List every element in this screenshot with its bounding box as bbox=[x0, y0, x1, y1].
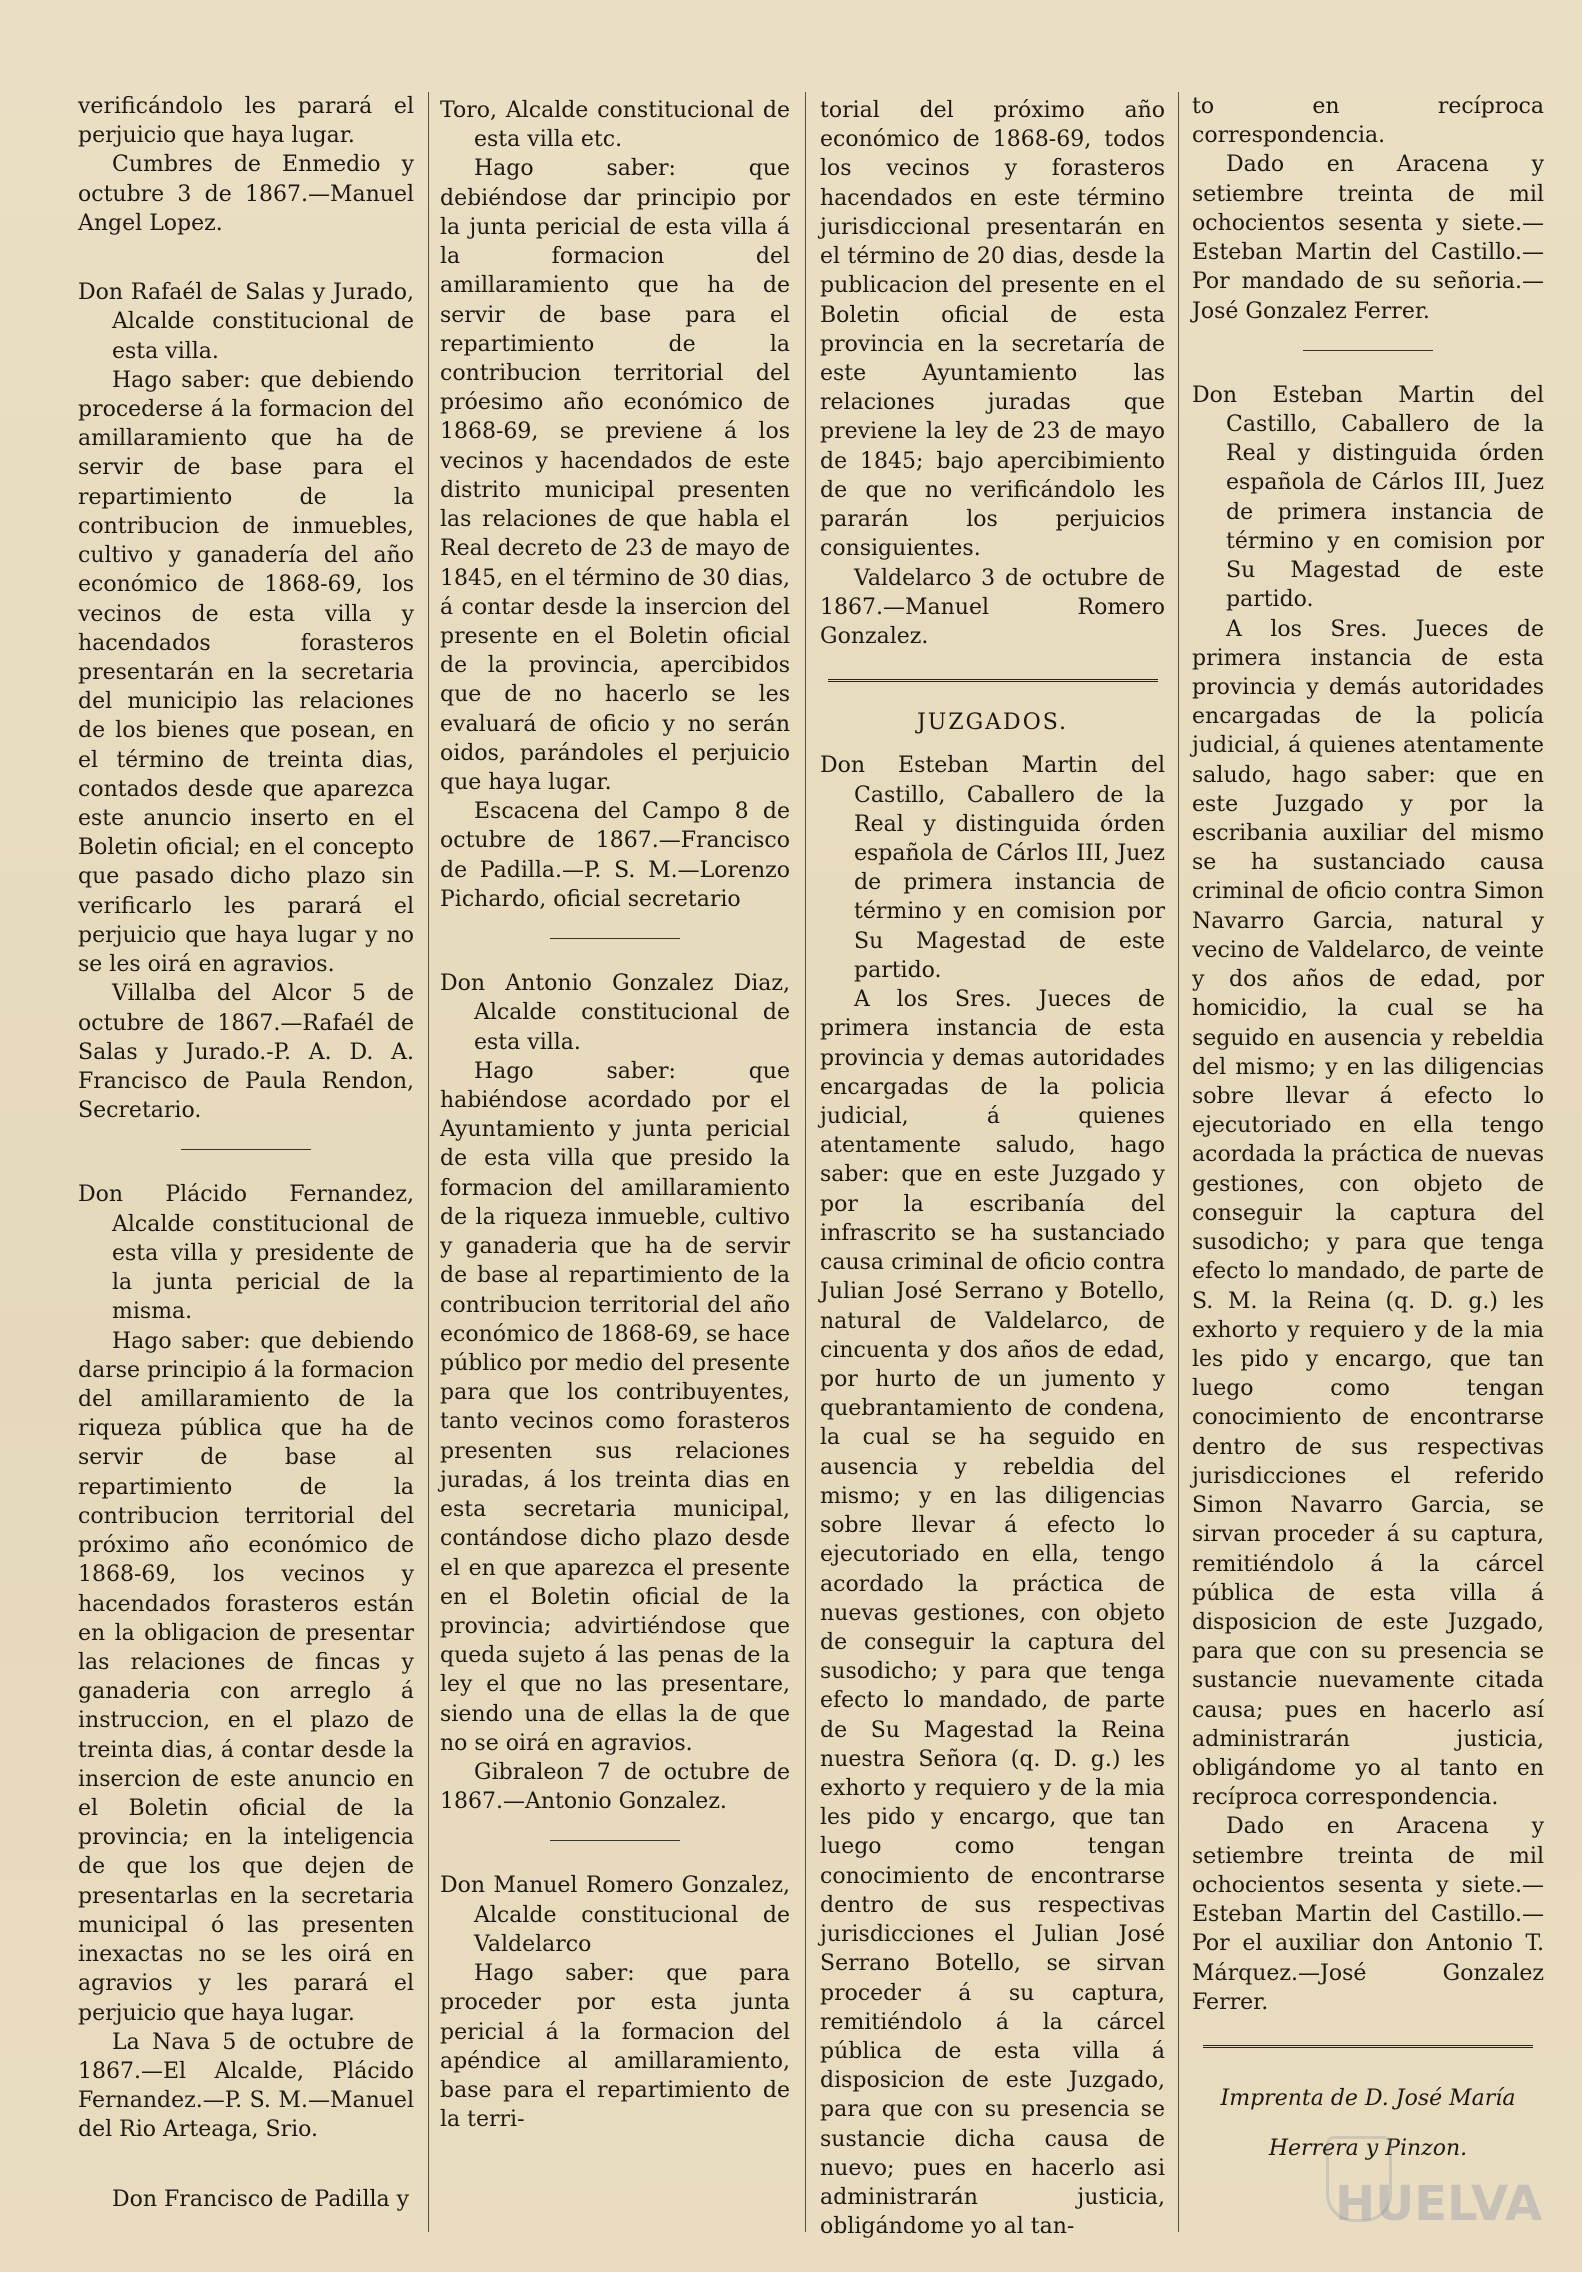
paragraph: Villalba del Alcor 5 de octubre de 1867.—Rafaél de Salas y Jurado.-P. A. D. A. Francisco de Paula Rendon, Secretario. bbox=[78, 981, 414, 1124]
paragraph: torial del próximo año económico de 1868-69, todos los vecinos y forasteros hacendados en este término jurisdiccional presentarán en el término de 20 dias, desde la publicacion del presente en el Boletin oficial de esta provincia en la secretaría de este Ayuntamiento las relaciones juradas que previene la ley de 23 de mayo de 1845; bajo apercibimiento de que no verificándolo les pararán los perjuicios consiguientes. bbox=[820, 98, 1165, 562]
column-divider bbox=[1178, 92, 1179, 2232]
paragraph: Cumbres de Enmedio y octubre 3 de 1867.—Manuel Angel Lopez. bbox=[78, 152, 414, 236]
column-divider bbox=[428, 92, 429, 2232]
notice-heading: Don Esteban Martin del Castillo, Caballero de la Real y distinguida órden española de Cárlos III, Juez de primera instancia de término y en comision por Su Magestad de este partido. bbox=[820, 753, 1165, 983]
section-rule bbox=[181, 1149, 311, 1150]
notice-heading: Don Esteban Martin del Castillo, Caballero de la Real y distinguida órden española de Cárlos III, Juez de primera instancia de término y en comision por Su Magestad de este partido. bbox=[1192, 382, 1544, 613]
section-rule bbox=[550, 938, 680, 939]
paragraph: verificándolo les parará el perjuicio que haya lugar. bbox=[78, 94, 414, 149]
section-rule bbox=[1303, 350, 1433, 351]
column-2 bbox=[440, 96, 790, 2134]
paragraph: La Nava 5 de octubre de 1867.—El Alcalde, Plácido Fernandez.—P. S. M.—Manuel del Rio Arteaga, Srio. bbox=[78, 2029, 414, 2143]
column-3 bbox=[820, 96, 1165, 2242]
section-title: JUZGADOS. bbox=[916, 710, 1069, 736]
notice-heading: Don Antonio Gonzalez Diaz, Alcalde constitucional de esta villa. bbox=[440, 971, 790, 1055]
paragraph: Dado en Aracena y setiembre treinta de mil ochocientos sesenta y siete.—Esteban Martin del Castillo.—Por el auxiliar don Antonio T. Márquez.—José Gonzalez Ferrer. bbox=[1192, 1814, 1544, 2015]
paragraph: A los Sres. Jueces de primera instancia de esta provincia y demas autoridades encargadas de la policia judicial, á quienes atentamente saludo, hago saber: que en este Juzgado y por la escribanía del infrascrito se ha sustanciado causa criminal de oficio contra Julian José Serrano y Botello, natural de Valdelarco, de cincuenta y dos años de edad, por hurto de un jumento y quebrantamiento de condena, la cual se ha seguido en ausencia y rebeldia del mismo; y en las diligencias sobre llevar á efecto lo ejecutoriado en ella, tengo acordado la práctica de nuevas gestiones, con objeto de conseguir la captura del susodicho; y para que tenga efecto lo mandado, de parte de Su Magestad la Reina nuestra Señora (q. D. g.) les exhorto y requiero y de la mia les pido y encargo, que tan luego como tengan conocimiento de encontrarse dentro de sus respectivas jurisdicciones el Julian José Serrano Botello, se sirvan proceder á su captura, remitiéndolo á la cárcel pública de esta villa á disposicion de este Juzgado, para que con su presencia se sustancie dicha causa de nuevo; pues en hacerlo asi administrarán justicia, obligándome yo al tan- bbox=[820, 987, 1165, 2240]
paragraph: Hago saber: que debiendo darse principio á la formacion del amillaramiento de la riqueza pública que ha de servir de base al repartimiento de la contribucion territorial del próximo año económico de 1868-69, los vecinos y hacendados forasteros están en la obligacion de presentar las relaciones de fincas y ganaderia con arreglo á instruccion, en el plazo de treinta dias, á contar desde la insercion de este anuncio en el Boletin oficial de la provincia; en la inteligencia de que los que dejen de presentarlas en la secretaria municipal ó las presenten inexactas no se les oirá en agravios y les parará el perjuicio que haya lugar. bbox=[78, 1328, 414, 2026]
double-rule bbox=[828, 679, 1158, 682]
paragraph: Valdelarco 3 de octubre de 1867.—Manuel Romero Gonzalez. bbox=[820, 565, 1165, 649]
column-1 bbox=[78, 92, 414, 2214]
section-rule bbox=[550, 1840, 680, 1841]
paragraph: Gibraleon 7 de octubre de 1867.—Antonio Gonzalez. bbox=[440, 1760, 790, 1815]
spacer bbox=[78, 2145, 414, 2185]
paragraph: Don Francisco de Padilla y bbox=[112, 2186, 410, 2212]
spacer bbox=[78, 238, 414, 278]
paragraph: Hago saber: que debiéndose dar principio por la junta pericial de esta villa á la formacion del amillaramiento que ha de servir de base para el repartimiento de la contribucion territorial del próesimo año económico de 1868-69, se previene á los vecinos y hacendados de este distrito municipal presenten las relaciones de que habla el Real decreto de 23 de mayo de 1845, en el término de 30 dias, á contar desde la insercion del presente en el Boletin oficial de la provincia, apercibidos que de no hacerlo se les evaluará de oficio y no serán oidos, parándoles el perjuicio que haya lugar. bbox=[440, 156, 790, 796]
archive-watermark bbox=[1302, 2102, 1552, 2252]
paragraph: Escacena del Campo 8 de octubre de 1867.—Francisco de Padilla.—P. S. M.—Lorenzo Pichardo, oficial secretario bbox=[440, 799, 790, 912]
paragraph: Dado en Aracena y setiembre treinta de mil ochocientos sesenta y siete.—Esteban Martin del Castillo.—Por mandado de su señoria.—José Gonzalez Ferrer. bbox=[1192, 152, 1544, 324]
paragraph: Hago saber: que para proceder por esta junta pericial á la formacion del apéndice al amillaramiento, base para el repartimiento de la terri- bbox=[440, 1961, 790, 2133]
paragraph: Hago saber: que habiéndose acordado por el Ayuntamiento y junta pericial de esta villa que presido la formacion del amillaramiento de la riqueza inmueble, cultivo y ganaderia que ha de servir de base al repartimiento de la contribucion territorial del año económico de 1868-69, se hace público por medio del presente para que los contribuyentes, tanto vecinos como forasteros presenten sus relaciones juradas, á los treinta dias en esta secretaria municipal, contándose dicho plazo desde el en que aparezca el presente en el Boletin oficial de la provincia; advirtiéndose que queda sujeto á las penas de la ley el que no las presentare, siendo una de ellas la de que no se oirá en agravios. bbox=[440, 1058, 790, 1756]
double-rule bbox=[1203, 2045, 1533, 2048]
paragraph: to en recíproca correspondencia. bbox=[1192, 94, 1544, 149]
watermark-text: HUELVA bbox=[1335, 2176, 1542, 2232]
notice-heading: Don Manuel Romero Gonzalez, Alcalde constitucional de Valdelarco bbox=[440, 1873, 790, 1957]
notice-heading: Don Rafaél de Salas y Jurado, Alcalde constitucional de esta villa. bbox=[78, 280, 414, 364]
paragraph: A los Sres. Jueces de primera instancia de esta provincia y demás autoridades encargadas de la policía judicial, á quienes atentamente saludo, hago saber: que en este Juzgado y por la escribania auxiliar del mismo se ha sustanciado causa criminal de oficio contra Simon Navarro Garcia, natural y vecino de Valdelarco, de veinte y dos años de edad, por homicidio, la cual se ha seguido en ausencia y rebeldia del mismo; y en las diligencias sobre llevar á efecto lo ejecutoriado en ella tengo acordada la práctica de nuevas gestiones, con objeto de conseguir la captura del susodicho; y para que tenga efecto lo mandado, de parte de S. M. la Reina (q. D. g.) les exhorto y requiero y de la mia les pido y encargo, que tan luego como tengan conocimiento de encontrarse dentro de sus respectivas jurisdicciones el referido Simon Navarro Garcia, se sirvan proceder á su captura, remitiéndolo á la cárcel pública de esta villa á disposicion de este Juzgado, para que con su presencia se sustancie nuevamente citada causa; pues en hacerlo así administrarán justicia, obligándome yo al tanto en recíproca correspondencia. bbox=[1192, 616, 1544, 1811]
printer-imprint: Imprenta de D. José María Herrera y Pinzon. bbox=[1220, 2086, 1516, 2161]
notice-heading: Toro, Alcalde constitucional de esta villa etc. bbox=[440, 98, 790, 153]
paragraph: Hago saber: que debiendo procederse á la formacion del amillaramiento que ha de servir de base para el repartimiento de la contribucion de inmuebles, cultivo y ganadería del año económico de 1868-69, los vecinos de esta villa y hacendados forasteros presentarán en la secretaria del municipio las relaciones de los bienes que posean, en el término de treinta dias, contados desde que aparezca este anuncio inserto en el Boletin oficial; en el concepto que pasado dicho plazo sin verificarlo les parará el perjuicio que haya lugar y no se les oirá en agravios. bbox=[78, 367, 414, 978]
column-4 bbox=[1192, 92, 1544, 2174]
column-divider bbox=[805, 92, 806, 2232]
notice-heading: Don Plácido Fernandez, Alcalde constitucional de esta villa y presidente de la junta pericial de la misma. bbox=[78, 1182, 414, 1325]
